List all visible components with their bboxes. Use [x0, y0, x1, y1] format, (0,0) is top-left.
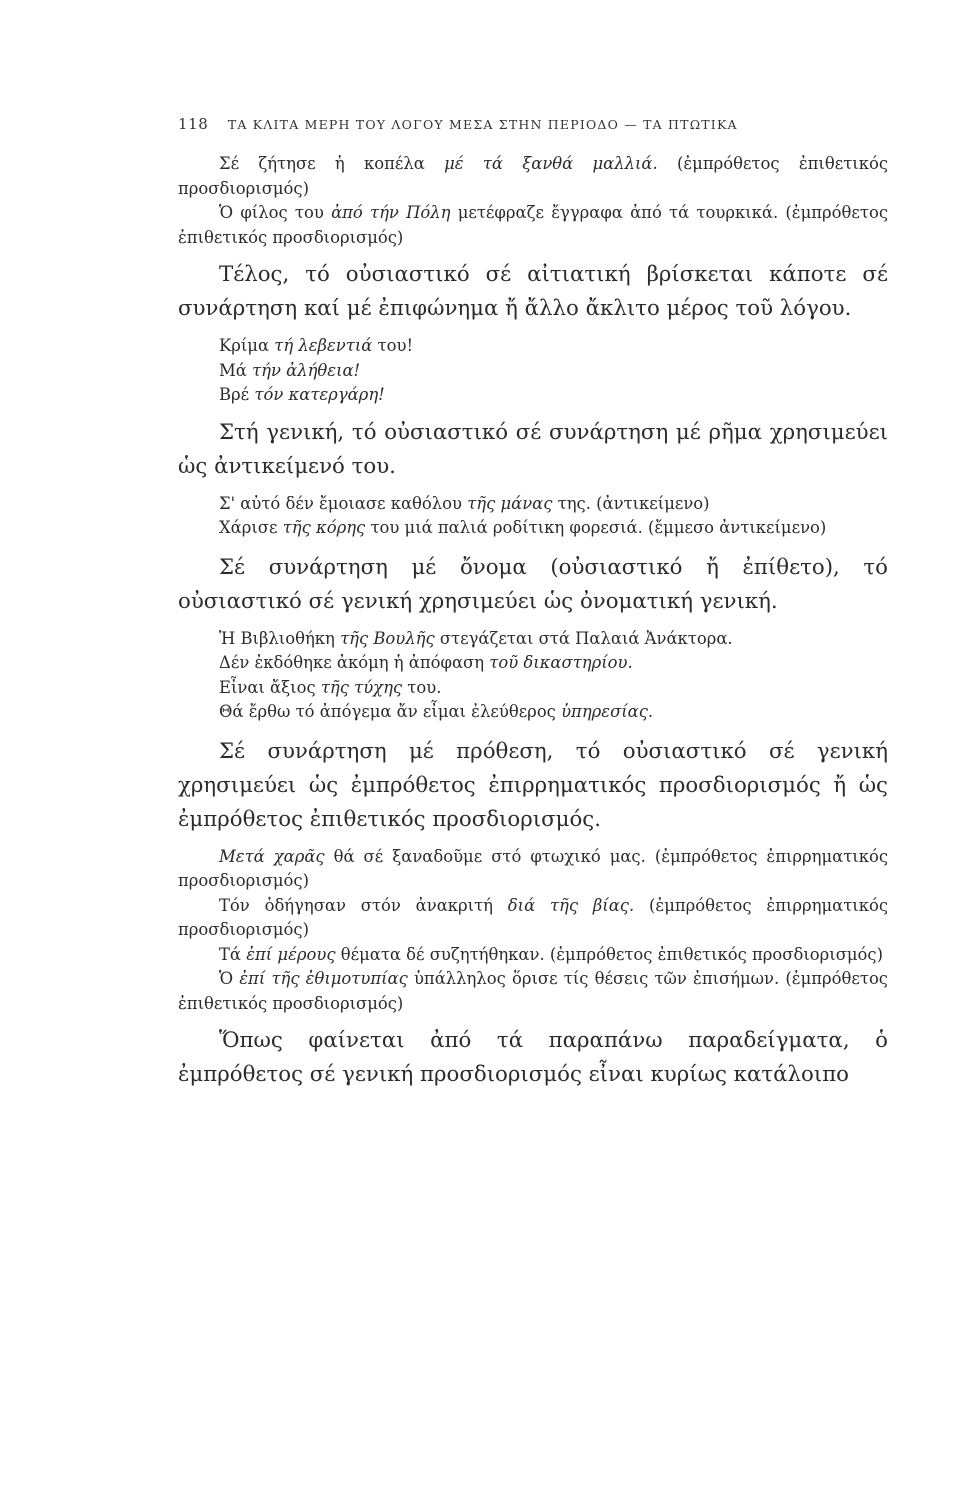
body-paragraph: Ὅπως φαίνεται ἀπό τά παραπάνω παραδείγματα, ὁ ἐμπρόθετος σέ γενική προσδιορισμός εἶναι κυρίως κατάλοιπο	[178, 1028, 888, 1087]
example-line: Ἡ Βιβλιοθήκη τῆς Βουλῆς στεγάζεται στά Παλαιά Ἀνάκτορα.	[219, 628, 733, 648]
body-paragraph: Σέ συνάρτηση μέ πρόθεση, τό οὐσιαστικό σέ γενική χρησιμεύει ὡς ἐμπρόθετος ἐπιρρηματικός προσδιορισμός ἤ ὡς ἐμπρόθετος ἐπιθετικός προσδιορισμός.	[178, 738, 888, 832]
example-line: Χάρισε τῆς κόρης του μιά παλιά ροδίτικη φορεσιά. (ἔμμεσο ἀντικείμενο)	[219, 518, 827, 537]
example-line: Μετά χαρᾶς θά σέ ξαναδοῦμε στό φτωχικό μας. (ἐμπρόθετος ἐπιρρηματικός προσδιορισμός)	[178, 846, 889, 890]
example-line: Μά τήν ἀλήθεια!	[219, 360, 361, 380]
body-paragraph: Σέ συνάρτηση μέ ὄνομα (οὐσιαστικό ἤ ἐπίθετο), τό οὐσιαστικό σέ γενική χρησιμεύει ὡς ὀνοματική γενική.	[178, 554, 888, 614]
example-line: Τά ἐπί μέρους θέματα δέ συζητήθηκαν. (ἐμπρόθετος ἐπιθετικός προσδιορισμός)	[219, 944, 883, 964]
example-line: Ὁ ἐπί τῆς ἐθιμοτυπίας ὑπάλληλος ὅρισε τίς θέσεις τῶν ἐπισήμων. (ἐμπρόθετος ἐπιθετικός προσδιορισμός)	[178, 969, 888, 1013]
page-number: 118	[178, 115, 209, 133]
example-line: Δέν ἐκδόθηκε ἀκόμη ἡ ἀπόφαση τοῦ δικαστηρίου.	[219, 653, 633, 672]
body-paragraph: Τέλος, τό οὐσιαστικό σέ αἰτιατική βρίσκεται κάποτε σέ συνάρτηση καί μέ ἐπιφώνημα ἤ ἄλλο ἄκλιτο μέρος τοῦ λόγου.	[178, 262, 888, 321]
example-line: Σέ ζήτησε ἡ κοπέλα μέ τά ξανθά μαλλιά. (ἐμπρόθετος ἐπιθετικός προσδιορισμός)	[178, 154, 888, 198]
example-line: Εἶναι ἄξιος τῆς τύχης του.	[219, 677, 442, 697]
body-paragraph: Στή γενική, τό οὐσιαστικό σέ συνάρτηση μέ ρῆμα χρησιμεύει ὡς ἀντικείμενό του.	[178, 419, 888, 479]
example-line: Τόν ὁδήγησαν στόν ἀνακριτή διά τῆς βίας. (ἐμπρόθετος ἐπιρρηματικός προσδιορισμός)	[178, 895, 889, 939]
example-line: Σ' αὐτό δέν ἔμοιασε καθόλου τῆς μάνας της. (ἀντικείμενο)	[219, 493, 710, 513]
example-line: Ὁ φίλος του ἀπό τήν Πόλη μετέφραζε ἔγγραφα ἀπό τά τουρκικά. (ἐμπρόθετος ἐπιθετικός προσδιορισμός)	[178, 203, 888, 247]
example-line: Κρίμα τή λεβεντιά του!	[219, 336, 414, 355]
page-body	[178, 152, 888, 1092]
example-line: Βρέ τόν κατεργάρη!	[219, 385, 385, 404]
running-title: ΤΑ ΚΛΙΤΑ ΜΕΡΗ ΤΟΥ ΛΟΓΟΥ ΜΕΣΑ ΣΤΗΝ ΠΕΡΙΟΔΟ — ΤΑ ΠΤΩΤΙΚΑ	[227, 117, 738, 132]
example-line: Θά ἔρθω τό ἀπόγεμα ἄν εἶμαι ἐλεύθερος ὑπηρεσίας.	[219, 702, 654, 721]
running-header	[178, 115, 898, 137]
